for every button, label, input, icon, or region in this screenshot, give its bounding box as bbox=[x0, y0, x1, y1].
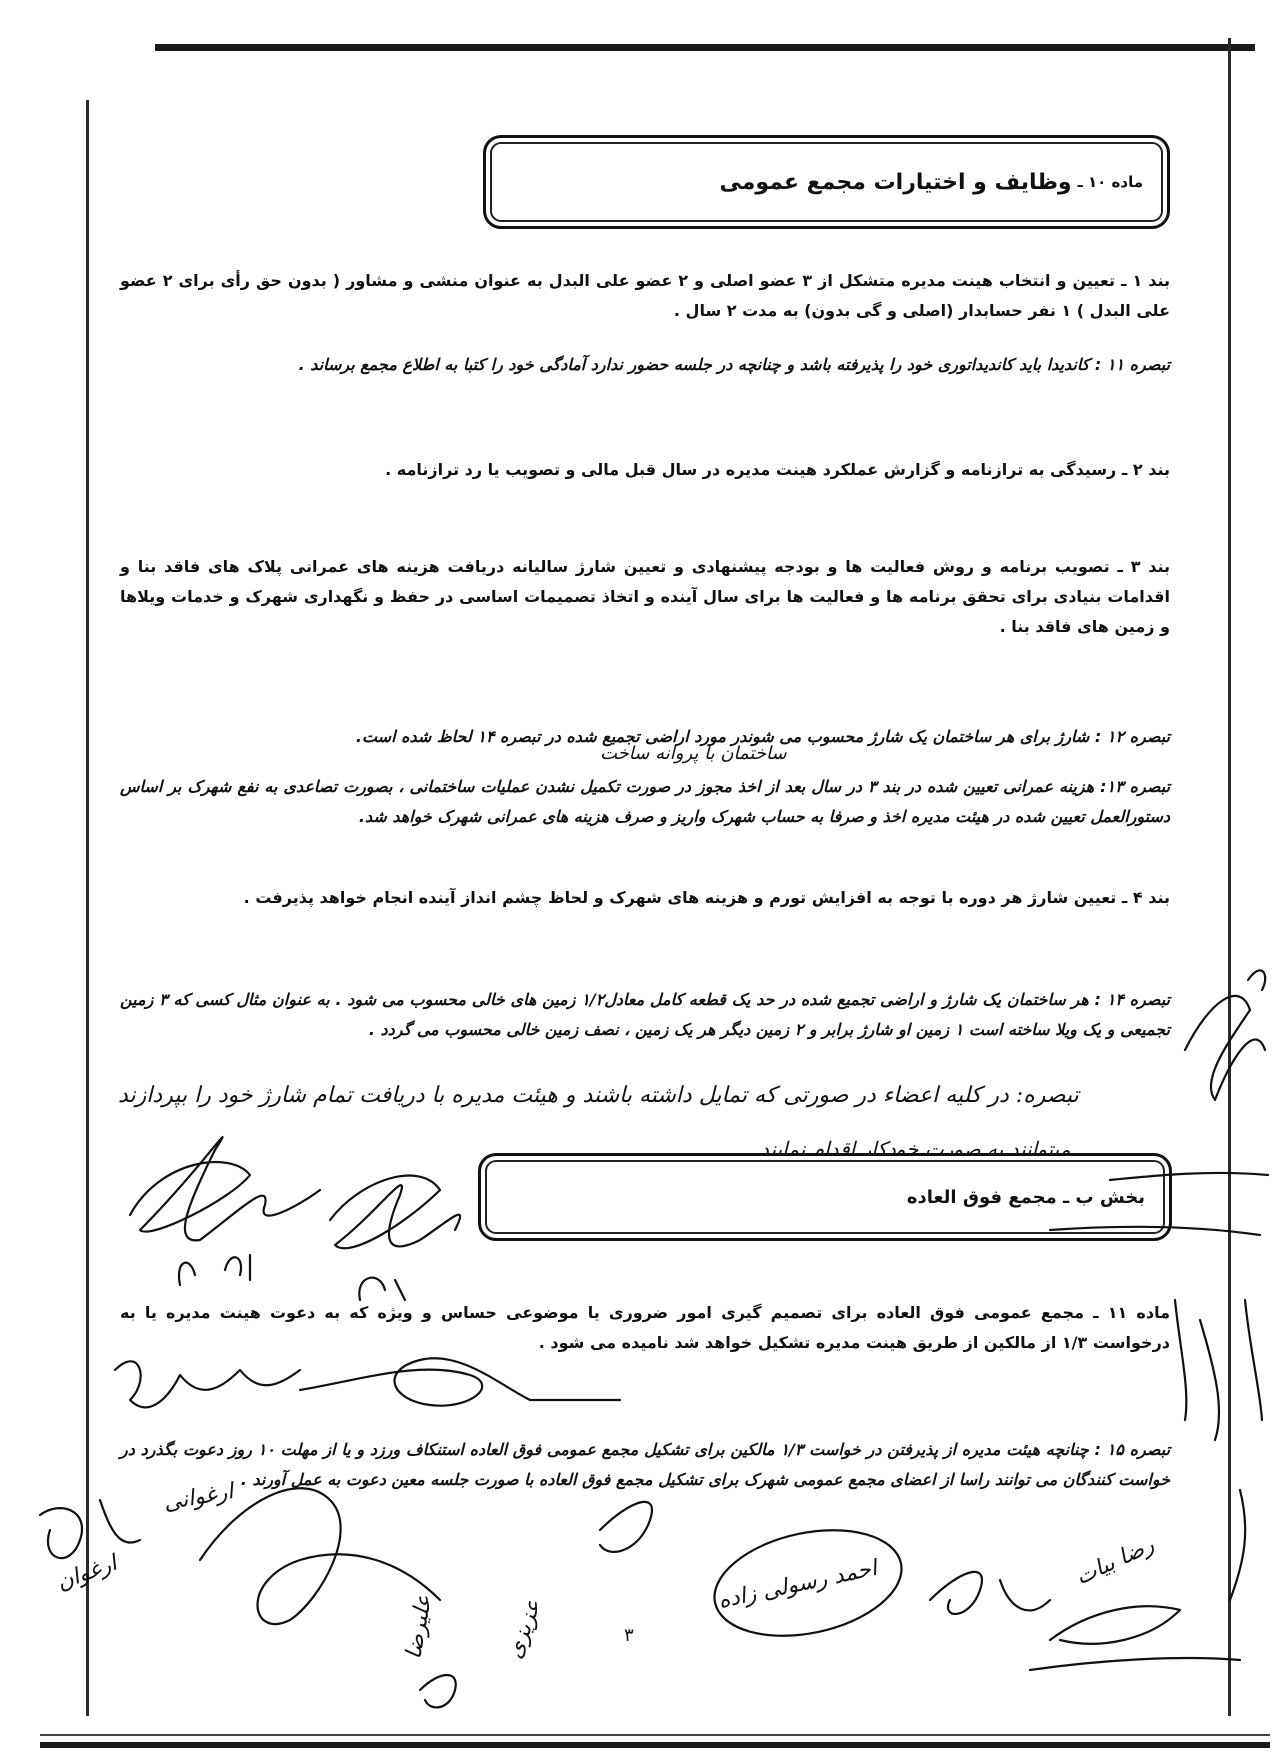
signature-right-2 bbox=[1175, 1300, 1262, 1440]
clause-4: بند ۴ ـ تعیین شارژ هر دوره با توجه به افزایش تورم و هزینه های شهرک و لحاظ چشم انداز آینده انجام خواهد پذیرفت . bbox=[243, 888, 1170, 907]
note-12-handwritten-insert: ساختمان با پروانه ساخت bbox=[600, 743, 787, 764]
handwritten-note-line-1: تبصره: در کلیه اعضاء در صورتی که تمایل داشته باشند و هیئت مدیره با دریافت تمام شارژ خود را بپردازند bbox=[118, 1083, 1079, 1108]
signature-name-4: رضا بیات bbox=[1071, 1532, 1158, 1591]
signature-name-1: ارغوانی bbox=[161, 1479, 236, 1516]
article-11: ماده ۱۱ ـ مجمع عمومی فوق العاده برای تصمیم گیری امور ضروری یا موضوعی حساس و ویژه که به دعوت هینت مدیره یا به درخواست ۱/۳ از مالکین از طریق هینت مدیره تشکیل خواهد شد نامیده می شود . bbox=[120, 1303, 1171, 1352]
signature-6 bbox=[1050, 1606, 1180, 1644]
article-10-number: ماده ۱۰ ـ bbox=[1077, 173, 1143, 191]
clause-2: بند ۲ ـ رسیدگی به ترازنامه و گزارش عملکرد هینت مدیره در سال قبل مالی و تصویب یا رد ترازنامه . bbox=[385, 460, 1170, 479]
note-11: تبصره ۱۱ : کاندیدا باید کاندیداتوری خود را پذیرفته باشد و چنانچه در جلسه حضور ندارد آمادگی خود را کتبا به اطلاع مجمع برساند . bbox=[298, 355, 1170, 374]
signature-1 bbox=[130, 1137, 320, 1240]
signature-name-2: علیرضا bbox=[401, 1593, 438, 1662]
signature-name-5: عزیزی bbox=[502, 1596, 547, 1663]
signature-name-6: احمد رسولی زاده bbox=[716, 1555, 880, 1614]
section-b-title: بخش ب ـ مجمع فوق العاده bbox=[906, 1186, 1145, 1208]
signature-4 bbox=[300, 1358, 620, 1405]
note-15: تبصره ۱۵ : چنانچه هیئت مدیره از پذیرفتن در خواست ۱/۳ مالکین برای تشکیل مجمع عمومی فوق العاده استنکاف ورزد و یا از مهلت ۱۰ روز دعوت بگذرد در خواست کنندگان می توانند راسا از اعضای مجمع عمومی شهرک برای تشکیل مجمع فوق العاده با صورت جلسه معین دعوت به عمل آورند . bbox=[120, 1440, 1171, 1489]
clause-3: بند ۳ ـ تصویب برنامه و روش فعالیت ها و بودجه پیشنهادی و تعیین شارژ سالیانه دریافت هزینه های عمرانی پلاک های فاقد بنا و اقدامات بنیادی برای تحقق برنامه ها و فعالیت ها برای سال آینده و اتخاذ تصمیمات اساسی در حفظ و نگهداری شهرک و خدمات ویلاها و زمین های فاقد بنا . bbox=[120, 557, 1170, 636]
handwritten-note-line-2: میتوانند به صورت خودکار اقدام نمایند bbox=[760, 1137, 1071, 1161]
article-10-title: وظایف و اختیارات مجمع عمومی bbox=[719, 169, 1072, 195]
page-number: ۳ bbox=[624, 1625, 634, 1646]
signature-2 bbox=[330, 1176, 460, 1249]
note-12: تبصره ۱۲ : شارژ برای هر ساختمان یک شارژ محسوب می شوندر مورد اراضی تجمیع شده در تبصره ۱۴ لحاظ شده است. bbox=[355, 727, 1170, 746]
clause-1: بند ۱ ـ تعیین و انتخاب هینت مدیره متشکل از ۳ عضو اصلی و ۲ عضو علی البدل به عنوان منشی و مشاور ( بدون حق رأی برای ۲ عضو علی البدل ) ۱ نفر حسابدار (اصلی و گی بدون) به مدت ۲ سال . bbox=[120, 271, 1171, 320]
signature-right-1 bbox=[1185, 996, 1265, 1100]
signature-5 bbox=[200, 1488, 440, 1624]
note-13: تبصره ۱۳: هزینه عمرانی تعیین شده در بند ۳ در سال بعد از اخذ مجوز در صورت تکمیل نشدن عملیات ساختمانی ، بصورت تصاعدی به نفع شهرک بر اساس دستورالعمل تعیین شده در هیئت مدیره اخذ و صرفا به حساب شهرک واریز و صرف هزینه های عمرانی شهرک خواهد شد. bbox=[120, 777, 1171, 826]
signature-name-3: ارغوان bbox=[53, 1550, 121, 1596]
note-14: تبصره ۱۴ : هر ساختمان یک شارژ و اراضی تجمیع شده در حد یک قطعه کامل معادل۱/۲ زمین های خالی محسوب می شود . به عنوان مثال کسی که ۳ زمین تجمیعی و یک ویلا ساخته است ۱ زمین او شارژ برابر و ۲ زمین دیگر هر یک زمین ، نصف زمین خالی محسوب می گردد . bbox=[120, 990, 1171, 1039]
signature-3 bbox=[115, 1361, 300, 1407]
